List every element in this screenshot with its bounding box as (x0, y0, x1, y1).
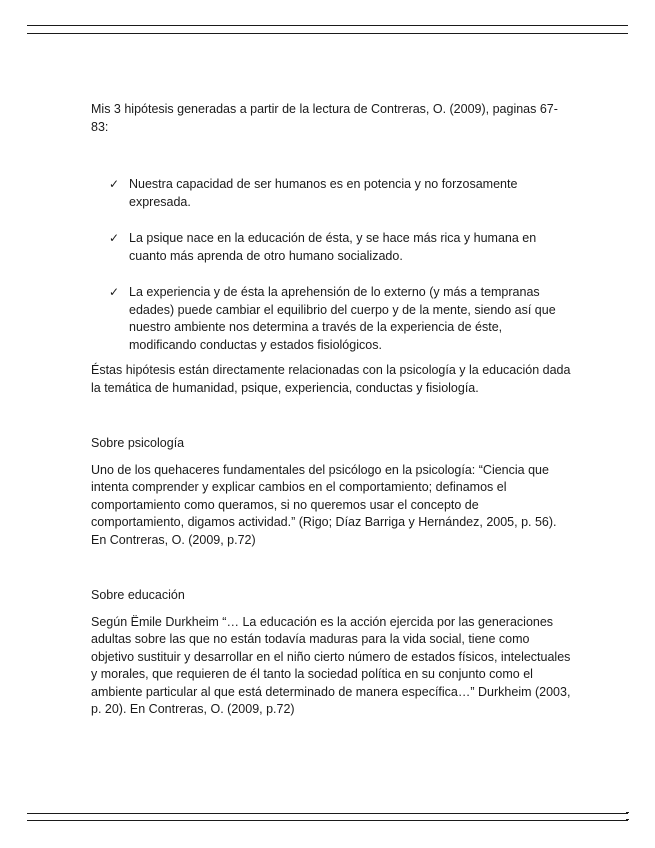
hypothesis-text: Nuestra capacidad de ser humanos es en potencia y no forzosamente expresada. (129, 177, 518, 209)
header-rule-top (27, 25, 628, 26)
footer-rule-bottom (27, 820, 628, 821)
checkmark-icon: ✓ (109, 285, 120, 299)
section-heading-psychology: Sobre psicología (91, 436, 185, 450)
hypothesis-text: La psique nace en la educación de ésta, y se hace más rica y humana en cuanto más aprenda de otro humano socializado. (129, 231, 537, 263)
document-body (91, 101, 571, 719)
footer-rule-top (27, 813, 628, 814)
section-text-education: Según Ëmile Durkheim “… La educación es la acción ejercida por las generaciones adultas sobre las que no están todavía maduras para la vida social, tiene como objetivo sustituir y desarrollar en el niño cierto número de estados físicos, intelectuales y morales, que requieren de él tanto la sociedad política en su conjunto como el ambiente particular al que está determinado de manera específica…” Durkheim (2003, p. 20). En Contreras, O. (2009, p.72) (91, 614, 571, 716)
footer-rule-tick (626, 812, 629, 813)
checkmark-icon: ✓ (109, 231, 120, 245)
list-item (91, 284, 571, 354)
footer-rule-tick (626, 819, 629, 820)
hypothesis-list (91, 176, 571, 354)
summary-paragraph: Éstas hipótesis están directamente relacionadas con la psicología y la educación dada la temática de humanidad, psique, experiencia, conductas y fisiología. (91, 363, 571, 395)
section-text-psychology: Uno de los quehaceres fundamentales del psicólogo en la psicología: “Ciencia que intenta comprender y explicar cambios en el comportamiento; definamos el comportamiento como queramos, si no queremos usar el concepto de comportamiento, digamos actividad.” (Rigo; Díaz Barriga y Hernández, 2005, p. 56). En Contreras, O. (2009, p.72) (91, 462, 557, 547)
intro-paragraph: Mis 3 hipótesis generadas a partir de la lectura de Contreras, O. (2009), paginas 67- 83: (91, 102, 558, 134)
section-heading-education: Sobre educación (91, 588, 185, 602)
checkmark-icon: ✓ (109, 177, 120, 191)
list-item (91, 176, 571, 211)
list-item (91, 230, 571, 265)
hypothesis-text: La experiencia y de ésta la aprehensión de lo externo (y más a tempranas edades) puede cambiar el equilibrio del cuerpo y de la mente, siendo así que nuestro ambiente nos determina a través de la experiencia de éste, modificando conductas y estados fisiológicos. (129, 285, 556, 352)
header-rule-bottom (27, 33, 628, 34)
